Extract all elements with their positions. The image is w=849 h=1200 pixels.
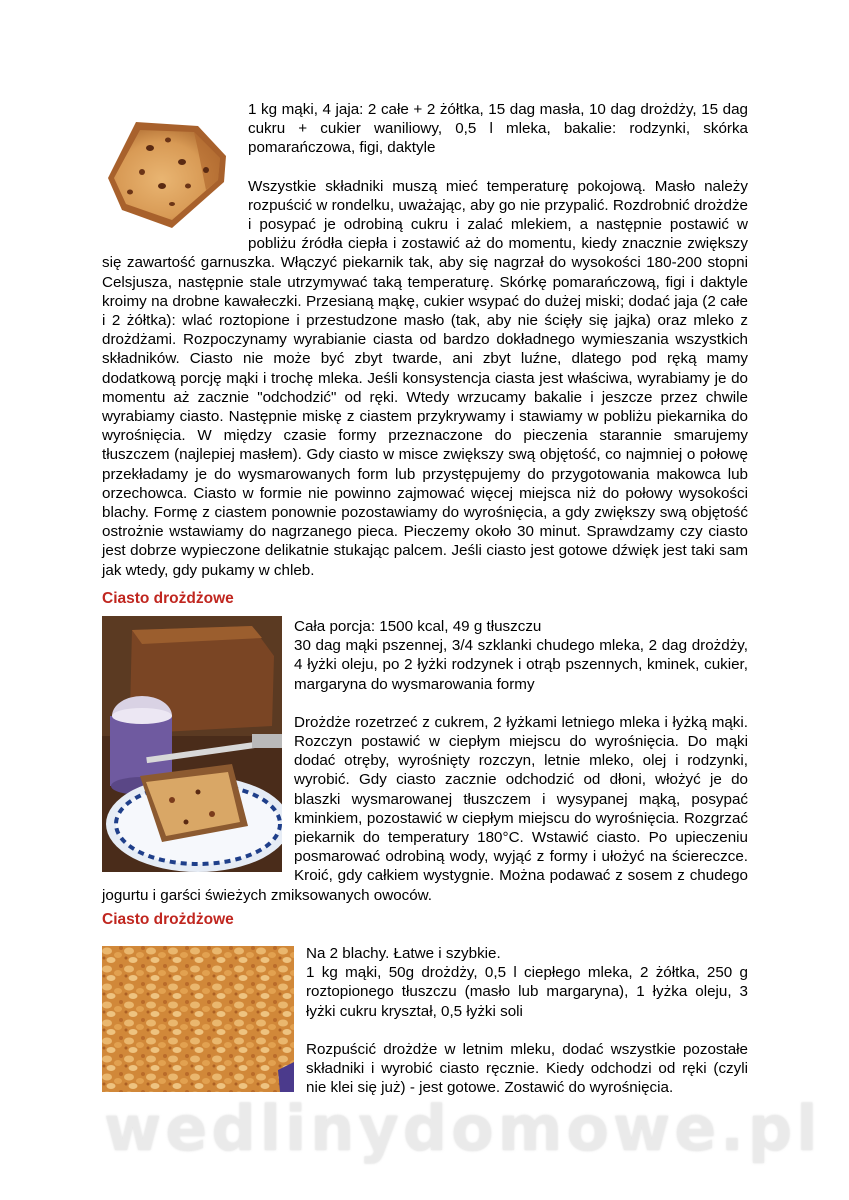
recipe-1 — [102, 100, 748, 580]
recipe-3-method: Rozpuścić drożdże w letnim mleku, dodać wszystkie pozostałe składniki i wyrobić ciasto ręcznie. Kiedy odchodzi od ręki (czyli nie klei się już) - jest gotowe. Zostawić do wyrośnięcia. — [306, 1040, 748, 1097]
recipe-3-title: Ciasto drożdżowe — [102, 911, 234, 928]
recipe-1-ingredients: 1 kg mąki, 4 jaja: 2 całe + 2 żółtka, 15 dag masła, 10 dag drożdży, 15 dag cukru + cukier waniliowy, 0,5 l mleka, bakalie: rodzynki, skórka pomarańczowa, figi, daktyle — [248, 101, 748, 157]
recipe-1-method: Wszystkie składniki muszą mieć temperaturę pokojową. Masło należy rozpuścić w rondelku, uważając, aby go nie przypalić. Rozdrobnić drożdże i posypać je odrobiną cukru i zalać mlekiem, a następnie postawić w pobliżu źródła ciepła i zostawić aż do momentu, kiedy znacznie zwiększy się zawartość garnuszka. Włączyć piekarnik tak, aby się nagrzał do wysokości 180-200 stopni Celsjusza, następnie stale utrzymywać taką temperaturę. Skórkę pomarańczową, figi i daktyle kroimy na drobne kawałeczki. Przesianą mąkę, cukier wsypać do dużej miski; dodać jaja (2 całe i 2 żółtka): wlać roztopione i przestudzone masło (tak, aby nie ścięły się jajka) oraz mleko z drożdżami. Rozpoczynamy wyrabianie ciasta od bardzo dokładnego wymieszania wszystkich składników. Ciasto nie może być zbyt twarde, ani zbyt luźne, dlatego pod ręką mamy dodatkową porcję mąki i trochę mleka. Jeśli konsystencja ciasta jest właściwa, wyrabiamy je do momentu aż zacznie "odchodzić" od ręki. Wtedy wrzucamy bakalie i jeszcze przez chwile wyrabiamy ciasto. Następnie miskę z ciastem przykrywamy i stawiamy w pobliżu piekarnika do wyrośnięcia. W między czasie formy przeznaczone do pieczenia starannie smarujemy tłuszczem (najlepiej masłem). Gdy ciasto w misce zwiększy swą objętość, co najmniej o połowę przekładamy je do wysmarowanych form lub przystępujemy do przygotowania makowca lub orzechowca. Ciasto w formie nie powinno zajmować więcej miejsca niż do połowy wysokości blachy. Formę z ciastem ponownie pozostawiamy do wyrośnięcia, a gdy zwiększy swą objętość ostrożnie wstawiamy do nagrzanego pieca. Pieczemy około 30 minut. Sprawdzamy czy ciasto jest dobrze wypieczone delikatnie stukając palcem. Jeśli ciasto jest gotowe dźwięk jest taki sam jak wtedy, gdy pukamy w chleb. — [102, 177, 748, 579]
recipe-3-intro: Na 2 blachy. Łatwe i szybkie. — [306, 945, 501, 962]
recipe-2-ingredients: 30 dag mąki pszennej, 3/4 szklanki chudego mleka, 2 dag drożdży, 4 łyżki oleju, po 2 łyżki rodzynek i otrąb pszennych, kminek, cukier, margaryna do wysmarowania formy — [294, 637, 748, 693]
recipe-2-title: Ciasto drożdżowe — [102, 590, 234, 607]
recipe-2-nutrition: Cała porcja: 1500 kcal, 49 g tłuszczu — [294, 618, 542, 635]
recipe-3 — [102, 944, 748, 1097]
site-watermark: wedlinydomowe.pl — [104, 1092, 822, 1165]
recipe-3-ingredients: 1 kg mąki, 50g drożdży, 0,5 l ciepłego mleka, 2 żółtka, 250 g roztopionego tłuszczu (masło lub margaryna), 1 łyżka oleju, 3 łyżki cukru kryształ, 0,5 łyżki soli — [306, 964, 748, 1020]
crumble-cake-photo — [102, 946, 294, 1092]
sweet-bread-photo — [102, 100, 240, 244]
recipe-2 — [102, 617, 748, 905]
recipe-2-method: Drożdże rozetrzeć z cukrem, 2 łyżkami letniego mleka i łyżką mąki. Rozczyn postawić w ciepłym miejscu do wyrośnięcia. Do mąki dodać otręby, wyrośnięty rozczyn, letnie mleko, olej i rodzynki, wyrobić. Gdy ciasto zacznie odchodzić od dłoni, włożyć je do blaszki wysmarowanej tłuszczem i wysypanej mąką, posypać kminkiem, pozostawić w ciepłym miejscu do wyrośnięcia. Rozgrzać piekarnik do temperatury 180°C. Wstawić ciasto. Po upieczeniu posmarować odrobiną wody, wyjąć z formy i ułożyć na ściereczce. Kroić, gdy całkiem wystygnie. Można podawać z sosem z chudego jogurtu i garści świeżych zmiksowanych owoców. — [102, 713, 748, 904]
yeast-cake-photo — [102, 616, 282, 872]
